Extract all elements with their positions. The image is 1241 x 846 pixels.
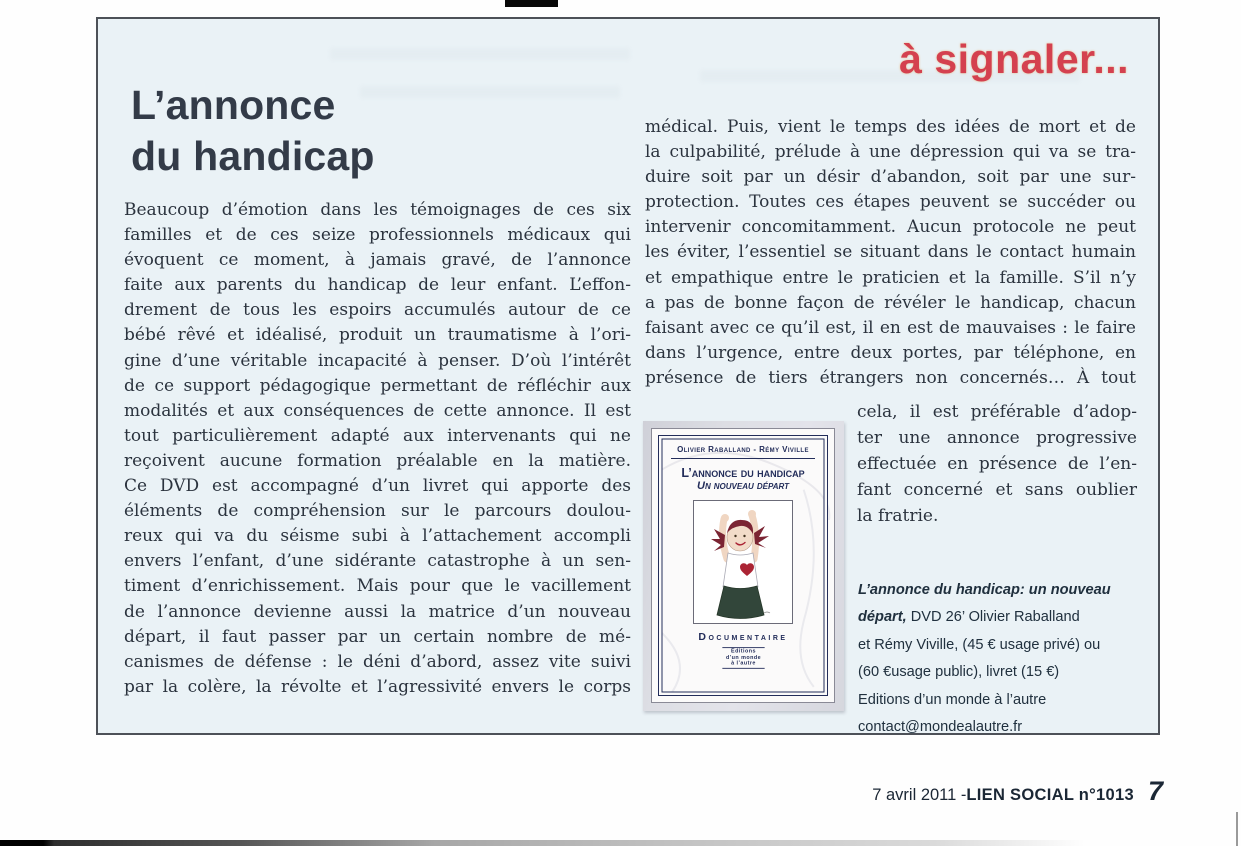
text-line: évoquent ce moment, à jamais gravé, de l’annonce bbox=[124, 250, 631, 271]
publisher-logo bbox=[722, 647, 764, 668]
text-line: ter une annonce progressive bbox=[857, 428, 1137, 448]
left-column-text bbox=[124, 198, 631, 700]
right-column-text-wide bbox=[645, 115, 1136, 391]
text-line: canismes de défense : le déni d’abord, assez vite suivi bbox=[124, 651, 631, 672]
scan-ghosting bbox=[330, 48, 630, 60]
text-line: timent d’enrichissement. Mais pour que le vacillement bbox=[124, 576, 631, 597]
text-line: les éviter, l’essentiel se situant dans le contact humain bbox=[645, 242, 1136, 263]
dvd-cover-frame bbox=[658, 435, 828, 696]
article-title-line2: du handicap bbox=[131, 133, 375, 179]
caption-title-part1: L’annonce du handicap: un nouveau bbox=[858, 582, 1111, 598]
caption-title-part2: départ, bbox=[858, 609, 907, 626]
text-line: bébé rêvé et idéalisé, produit un traumatisme à l’ori- bbox=[124, 325, 631, 346]
girl-illustration bbox=[694, 501, 790, 621]
footer-date: 7 avril 2011 - bbox=[872, 786, 967, 804]
text-line: par la colère, la révolte et l’agressivité envers le corps bbox=[124, 676, 631, 697]
text-line: et empathique entre le praticien et la famille. S’il n’y bbox=[645, 267, 1136, 288]
text-line: de l’annonce devienne aussi la matrice d’un nouveau bbox=[124, 601, 631, 622]
dvd-title: L’annonce du handicap bbox=[681, 466, 805, 480]
caption-credits: DVD 26’ Olivier Raballand bbox=[910, 609, 1080, 626]
dvd-subtitle: Un nouveau départ bbox=[697, 480, 789, 492]
text-line: la culpabilité, prélude à une dépression qui va se tra- bbox=[645, 142, 1136, 163]
publisher-line: d’un monde bbox=[725, 654, 761, 661]
text-line: la fratrie. bbox=[857, 506, 939, 526]
text-line: fant concerné et sans oublier bbox=[857, 480, 1137, 500]
text-line: a pas de bonne façon de révéler le handicap, chacun bbox=[645, 292, 1136, 313]
caption-line: et Rémy Viville, (45 € usage privé) ou bbox=[858, 636, 1101, 653]
article-title-line1: L’annonce bbox=[131, 82, 336, 128]
text-line: effectuée en présence de l’en- bbox=[857, 454, 1137, 474]
text-line: Ce DVD est accompagné d’un livret qui apporte des bbox=[124, 476, 631, 497]
scan-ghosting bbox=[360, 86, 620, 98]
text-line: familles et de ces seize professionnels médicaux qui bbox=[124, 225, 631, 246]
text-line: de ce support pédagogique permettant de réfléchir aux bbox=[124, 375, 631, 396]
text-line: Beaucoup d’émotion dans les témoignages de ces six bbox=[124, 200, 631, 220]
section-header-a-signaler: à signaler... bbox=[899, 36, 1129, 82]
dvd-cover-front bbox=[651, 428, 835, 703]
caption-line bbox=[858, 577, 1158, 604]
text-line: faite aux parents du handicap de leur enfant. L’effon- bbox=[124, 275, 631, 296]
text-line: dans l’urgence, entre deux portes, par téléphone, en bbox=[645, 342, 1136, 363]
text-line: intervenir concomitamment. Aucun protocole ne peut bbox=[645, 217, 1136, 238]
footer-journal-name: LIEN SOCIAL n°1013 bbox=[966, 786, 1134, 804]
caption-line: (60 €usage public), livret (15 €) bbox=[858, 664, 1060, 681]
text-line: présence de tiers étrangers non concernés… À tout bbox=[645, 367, 1136, 388]
text-line: cela, il est préférable d’adop- bbox=[857, 402, 1137, 422]
text-line: reçoivent aucune formation préalable en la matière. bbox=[124, 450, 631, 471]
text-line: modalités et aux conséquences de cette annonce. Il est bbox=[124, 400, 631, 421]
text-line: tout particulièrement adapté aux intervenants qui ne bbox=[124, 425, 631, 446]
dvd-rule bbox=[671, 458, 815, 459]
text-line: reux qui va du séisme subi à l’attachement accompli bbox=[124, 526, 631, 547]
page-number: 7 bbox=[1147, 776, 1163, 806]
publisher-line: à l’autre bbox=[730, 660, 756, 667]
text-line: drement de tous les espoirs accumulés autour de ce bbox=[124, 300, 631, 321]
caption-contact-email: contact@mondealautre.fr bbox=[858, 719, 1023, 736]
text-line: départ, il faut passer par un certain nombre de mé- bbox=[124, 626, 631, 647]
text-line: duire soit par un désir d’abandon, soit par une sur- bbox=[645, 167, 1136, 188]
article-title bbox=[131, 80, 375, 182]
dvd-authors: Olivier Raballand - Rémy Viville bbox=[677, 445, 809, 454]
caption-line bbox=[858, 604, 1158, 631]
text-line: éléments de compréhension sur le parcours doulou- bbox=[124, 501, 631, 522]
dvd-genre: Documentaire bbox=[698, 631, 788, 643]
text-line: gine d’une véritable incapacité à penser. D’où l’intérêt bbox=[124, 350, 631, 371]
text-line: faisant avec ce qu’il est, il en est de mauvaises : le faire bbox=[645, 317, 1136, 338]
scan-artifact-bottom bbox=[0, 840, 1085, 846]
page-footer bbox=[872, 776, 1163, 810]
text-line: médical. Puis, vient le temps des idées de mort et de bbox=[645, 117, 1136, 137]
text-line: envers l’enfant, d’une sidérante catastrophe à un sen- bbox=[124, 551, 631, 572]
caption-publisher: Editions d’un monde à l’autre bbox=[858, 691, 1047, 708]
text-line: protection. Toutes ces étapes peuvent se succéder ou bbox=[645, 192, 1136, 213]
dvd-cover-photo bbox=[643, 421, 844, 711]
dvd-illustration bbox=[693, 500, 793, 624]
publisher-line: Éditions bbox=[730, 648, 756, 655]
scan-artifact-right bbox=[1236, 812, 1238, 846]
right-column-text-narrow bbox=[857, 399, 1137, 529]
dvd-caption bbox=[858, 577, 1158, 741]
scan-artifact-top bbox=[505, 0, 558, 7]
